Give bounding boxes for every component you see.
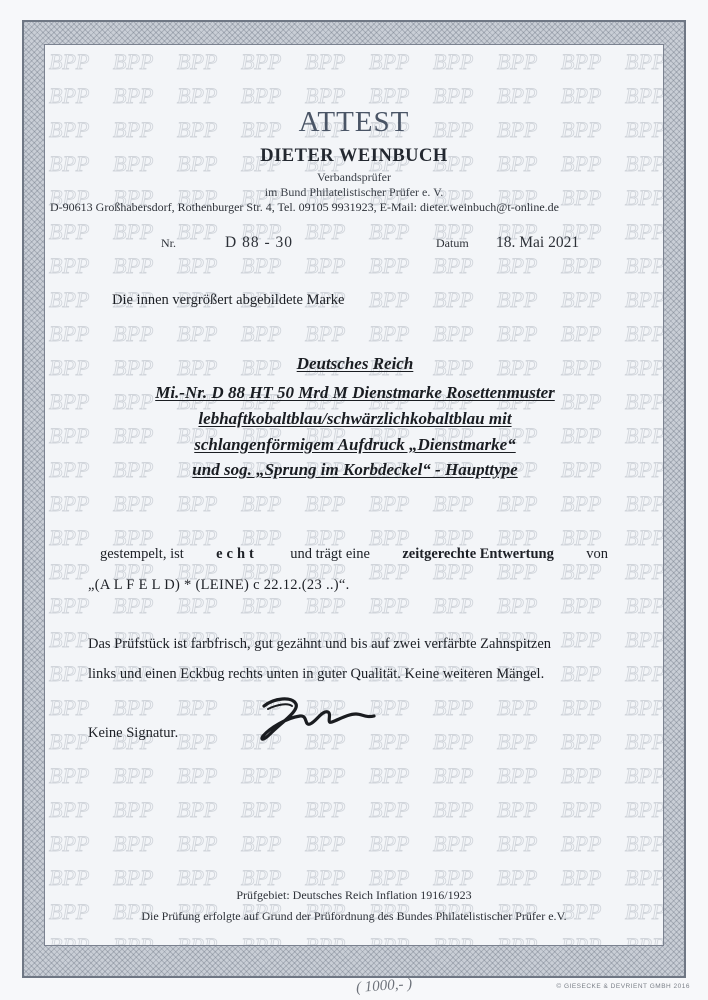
condition-text: links und einen Eckbug rechts unten in guter Qualität. Keine weiteren Mängel. (88, 666, 545, 682)
condition-text: Das Prüfstück ist farbfrisch, gut gezähnt und bis auf zwei verfärbte Zahnspitzen (88, 636, 552, 652)
certificate-title: ATTEST (298, 106, 410, 138)
verdict-text: von (586, 546, 608, 562)
examination-rules: Die Prüfung erfolgte auf Grund der Prüfordnung des Bundes Philatelistischer Prüfer e.V. (141, 909, 567, 923)
number-label: Nr. (161, 236, 176, 250)
verdict-text: und trägt eine (290, 546, 370, 562)
stamp-description-line: Mi.-Nr. D 88 HT 50 Mrd M Dienstmarke Rosettenmuster (155, 383, 555, 402)
examination-area: Prüfgebiet: Deutsches Reich Inflation 1916/1923 (236, 888, 472, 902)
examiner-name: DIETER WEINBUCH (260, 146, 448, 166)
verdict-line (100, 546, 608, 563)
certificate-date: 18. Mai 2021 (496, 234, 580, 251)
pencil-price-note: ( 1000,- ) (355, 976, 413, 996)
printer-mark: © GIESECKE & DEVRIENT GMBH 2016 (556, 983, 690, 990)
examiner-role: Verbandsprüfer (317, 170, 391, 184)
stamp-description-line: Deutsches Reich (296, 354, 414, 373)
handwritten-signature (252, 692, 382, 744)
verdict-text: gestempelt, ist (100, 546, 184, 562)
intro-text: Die innen vergrößert abgebildete Marke (112, 292, 345, 308)
stamp-description-line: und sog. „Sprung im Korbdeckel“ - Haupttype (192, 460, 518, 479)
cancellation-verdict: zeitgerechte Entwertung (402, 546, 554, 562)
date-label: Datum (436, 236, 469, 250)
signature-label: Keine Signatur. (88, 725, 179, 741)
association-name: im Bund Philatelistischer Prüfer e. V. (264, 185, 444, 199)
stamp-description-line: schlangenförmigem Aufdruck „Dienstmarke“ (194, 435, 516, 454)
stamp-description-line: lebhaftkobaltblau/schwärzlichkobaltblau mit (198, 409, 512, 428)
certificate-number: D 88 - 30 (225, 234, 293, 251)
genuine-verdict: echt (216, 546, 258, 562)
cancellation-text: „(A L F E L D) * (LEINE) c 22.12.(23 ..)“. (88, 577, 350, 593)
examiner-address: D-90613 Großhabersdorf, Rothenburger Str. 4, Tel. 09105 9931923, E-Mail: dieter.weinbuch@t-online.de (50, 200, 560, 214)
